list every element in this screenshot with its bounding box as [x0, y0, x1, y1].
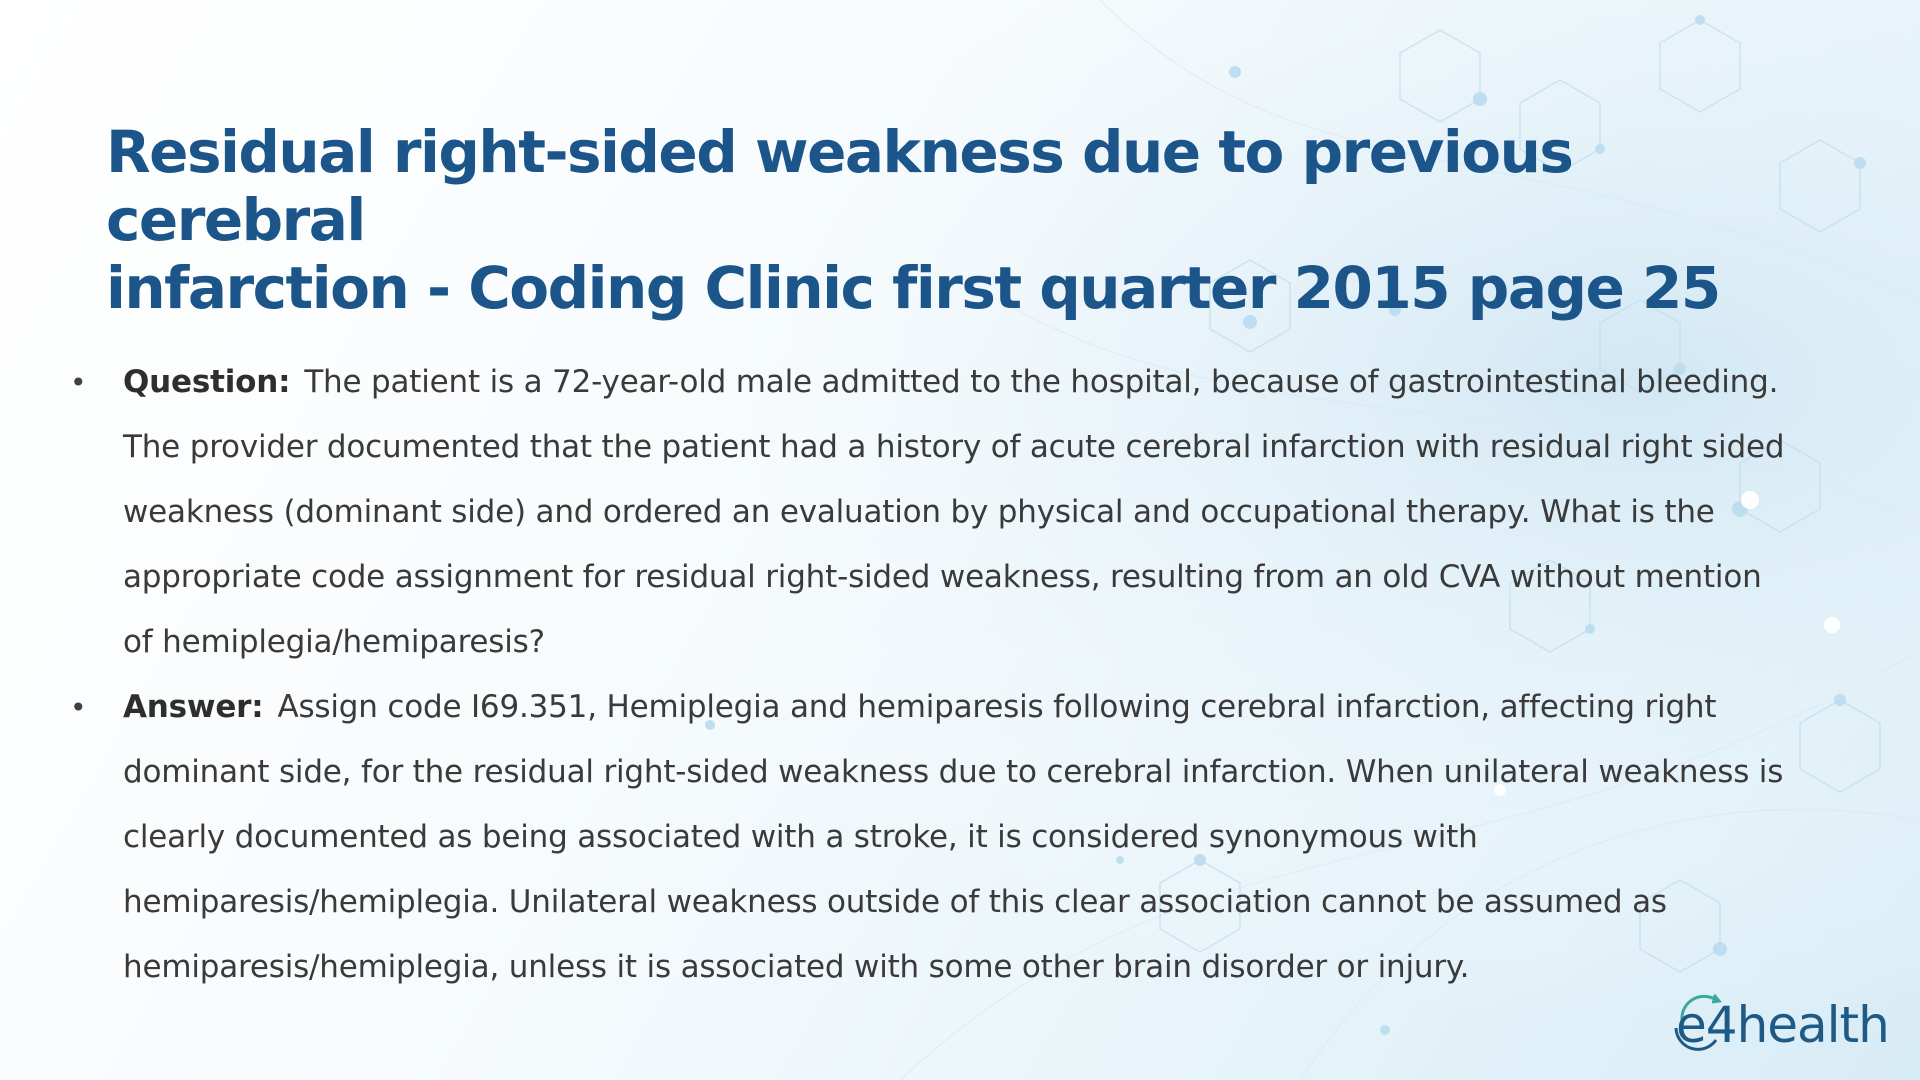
logo-text: e4health	[1676, 996, 1889, 1054]
e4health-logo	[1664, 980, 1894, 1060]
question-label: Question:	[123, 364, 291, 400]
answer-text-block	[123, 675, 1790, 1000]
answer-label: Answer:	[123, 689, 264, 725]
question-text-block	[123, 350, 1790, 675]
bullet-dot-icon: •	[70, 366, 87, 399]
answer-bullet	[70, 675, 1790, 1000]
answer-text: Assign code I69.351, Hemiplegia and hemiparesis following cerebral infarction, affecting right dominant side, for the residual right-sided weakness due to cerebral infarction. When unilateral weakness is clearly documented as being associated with a stroke, it is considered synonymous with hemiparesis/hemiplegia. Unilateral weakness outside of this clear association cannot be assumed as hemiparesis/hemiplegia, unless it is associated with some other brain disorder or injury.	[123, 689, 1784, 985]
slide-title: Residual right-sided weakness due to previous cerebral infarction - Coding Clinic first quarter 2015 page 25	[106, 118, 1720, 322]
question-text: The patient is a 72-year-old male admitted to the hospital, because of gastrointestinal bleeding. The provider documented that the patient had a history of acute cerebral infarction with residual right sided weakness (dominant side) and ordered an evaluation by physical and occupational therapy. What is the appropriate code assignment for residual right-sided weakness, resulting from an old CVA without mention of hemiplegia/hemiparesis?	[123, 364, 1785, 660]
question-bullet	[70, 350, 1790, 675]
bullet-dot-icon: •	[70, 691, 87, 724]
bullet-list	[70, 350, 1790, 1000]
